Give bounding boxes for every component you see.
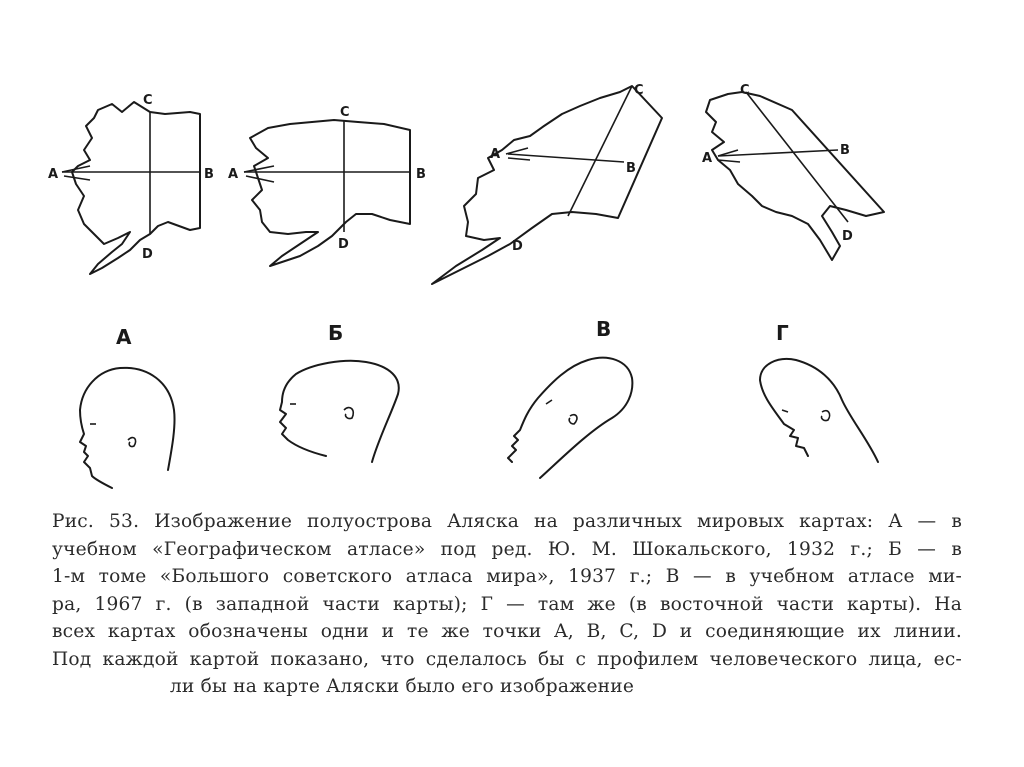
figure-caption	[52, 508, 962, 701]
caption-line: всех картах обозначены одни и те же точки A, B, C, D и соединяющие их линии.	[52, 621, 962, 642]
alaska-map-a	[48, 93, 214, 274]
point-c-label: C	[634, 83, 644, 98]
alaska-map-g	[702, 83, 884, 260]
point-c-label: C	[143, 93, 153, 108]
point-a-label: A	[228, 167, 239, 182]
point-b-label: B	[416, 167, 426, 182]
head-profile-a	[80, 368, 175, 488]
point-b-label: B	[626, 161, 636, 176]
point-a-label: A	[702, 151, 713, 166]
point-b-label: B	[840, 143, 850, 158]
point-b-label: B	[204, 167, 214, 182]
point-a-label: A	[48, 167, 59, 182]
point-c-label: C	[740, 83, 750, 98]
alaska-outline	[72, 102, 200, 274]
alaska-map-v	[432, 83, 662, 284]
alaska-outline	[432, 86, 662, 284]
head-profile-v	[508, 358, 632, 478]
caption-line: ли бы на карте Аляски было его изображение	[169, 676, 635, 697]
head-label-g: Г	[776, 321, 789, 345]
point-c-label: C	[340, 105, 350, 120]
caption-line: Рис. 53. Изображение полуострова Аляска на различных мировых картах: А — в	[52, 511, 962, 532]
point-d-label: D	[338, 237, 349, 252]
point-d-label: D	[142, 247, 153, 262]
head-label-a: А	[116, 325, 132, 349]
alaska-outline	[706, 92, 884, 260]
point-d-label: D	[512, 239, 523, 254]
caption-line: 1-м томе «Большого советского атласа мира», 1937 г.; В — в учебном атласе ми-	[52, 566, 962, 587]
head-label-b: Б	[328, 321, 344, 345]
alaska-outline	[250, 120, 410, 266]
head-label-v: В	[596, 317, 612, 341]
caption-line: учебном «Географическом атласе» под ред. Ю. М. Шокальского, 1932 г.; Б — в	[52, 538, 962, 560]
point-d-label: D	[842, 229, 853, 244]
caption-line: ра, 1967 г. (в западной части карты); Г — там же (в восточной части карты). На	[52, 593, 962, 615]
head-profile-b	[280, 361, 399, 462]
head-profile-g	[760, 359, 878, 462]
alaska-map-b	[228, 105, 426, 266]
caption-line: Под каждой картой показано, что сделалось бы с профилем человеческого лица, ес-	[52, 648, 962, 670]
point-a-label: A	[490, 147, 501, 162]
